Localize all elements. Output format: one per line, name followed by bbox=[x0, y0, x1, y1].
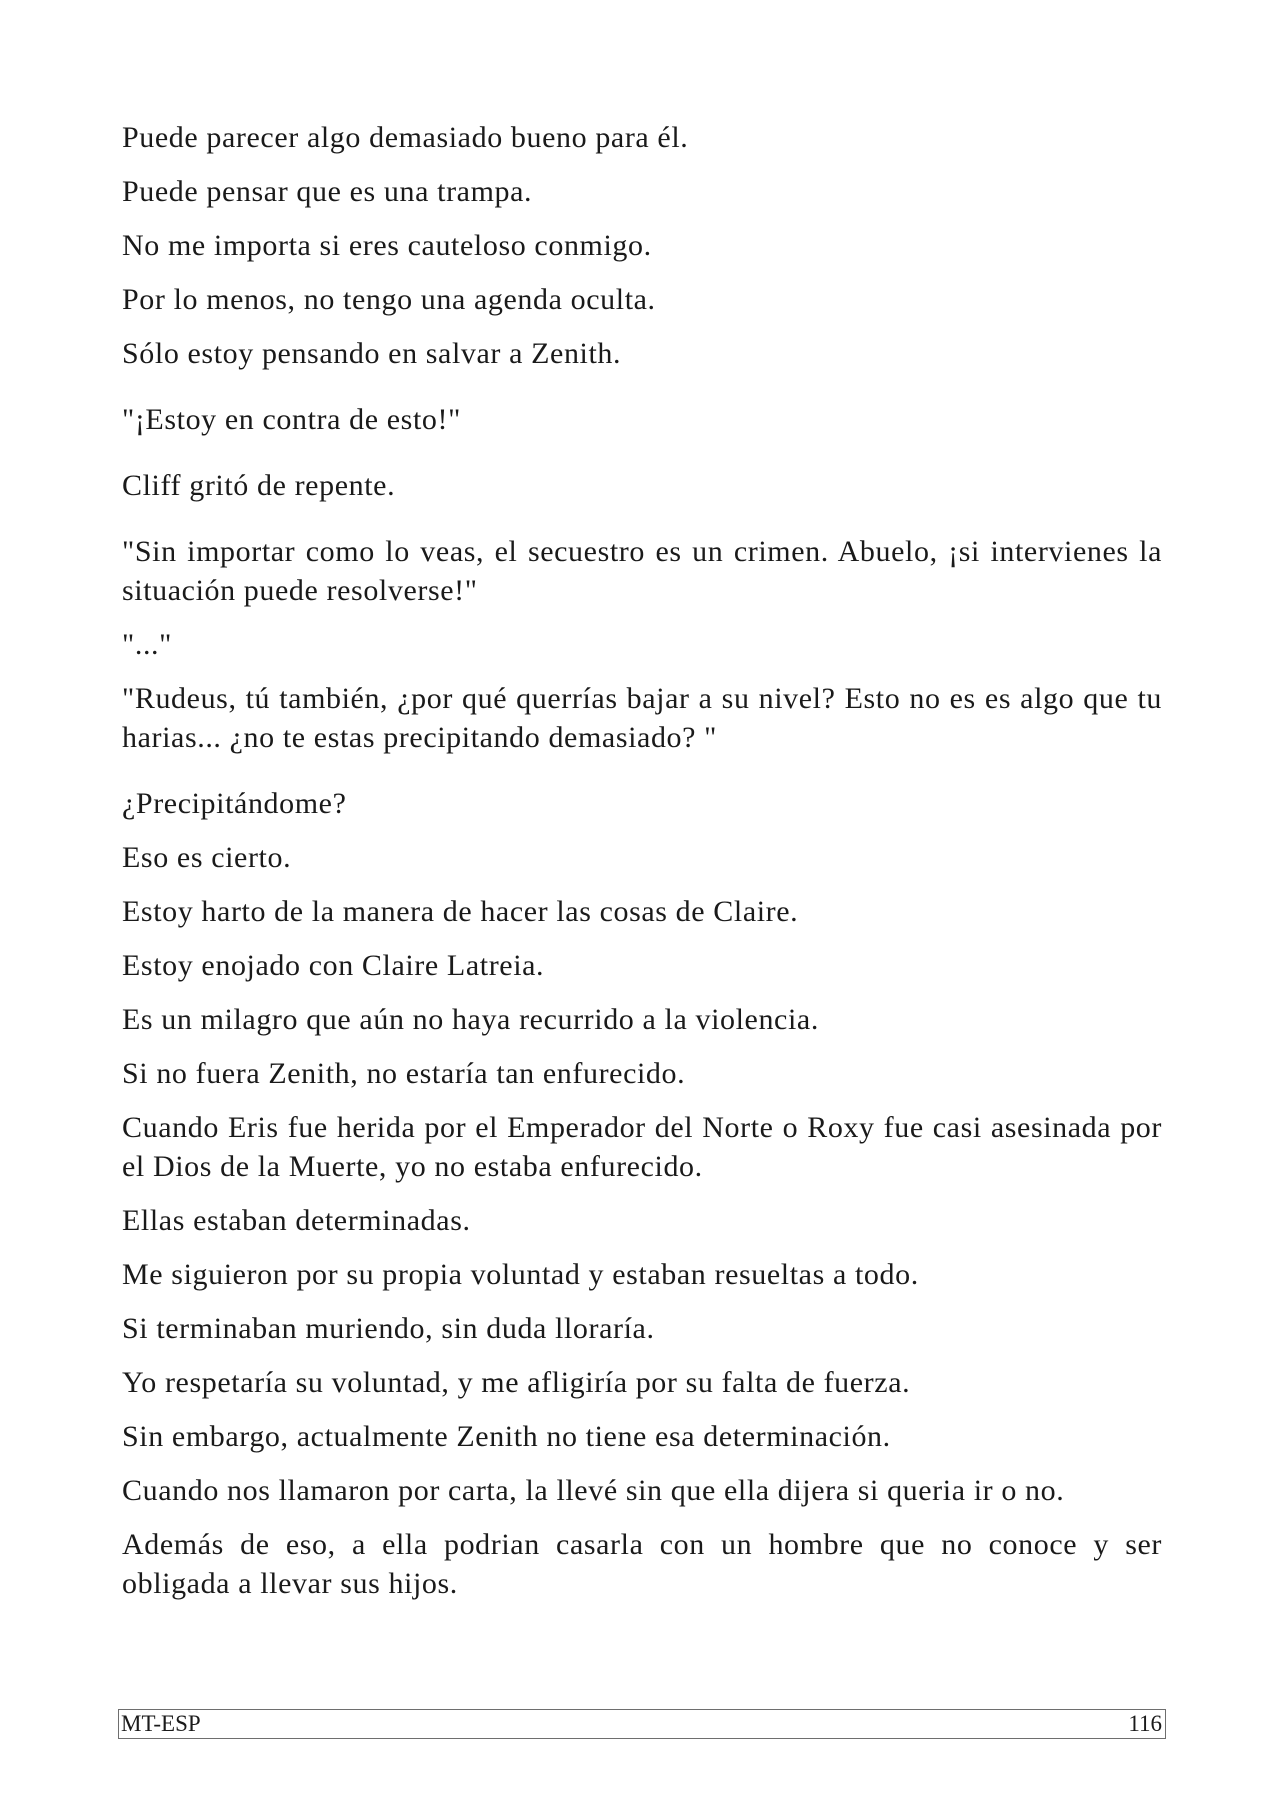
paragraph: Yo respetaría su voluntad, y me afligiría por su falta de fuerza. bbox=[122, 1366, 911, 1399]
paragraph: Eso es cierto. bbox=[122, 841, 292, 874]
paragraph: ¿Precipitándome? bbox=[122, 787, 347, 820]
body-text bbox=[122, 118, 1162, 1603]
paragraph: Es un milagro que aún no haya recurrido a la violencia. bbox=[122, 1003, 819, 1036]
paragraph: Por lo menos, no tengo una agenda oculta. bbox=[122, 283, 656, 316]
page-number: 116 bbox=[1128, 1711, 1162, 1736]
paragraph: Cliff gritó de repente. bbox=[122, 469, 396, 502]
paragraph: Estoy enojado con Claire Latreia. bbox=[122, 949, 545, 982]
paragraph: "Rudeus, tú también, ¿por qué querrías bajar a su nivel? Esto no es es algo que tu harias... ¿no te estas precipitando demasiado? " bbox=[122, 682, 1162, 754]
paragraph: "..." bbox=[122, 628, 172, 661]
paragraph: Puede parecer algo demasiado bueno para él. bbox=[122, 121, 689, 154]
paragraph: Ellas estaban determinadas. bbox=[122, 1204, 471, 1237]
paragraph: Si no fuera Zenith, no estaría tan enfurecido. bbox=[122, 1057, 686, 1090]
paragraph: Estoy harto de la manera de hacer las cosas de Claire. bbox=[122, 895, 799, 928]
paragraph: No me importa si eres cauteloso conmigo. bbox=[122, 229, 652, 262]
paragraph: Además de eso, a ella podrian casarla con un hombre que no conoce y ser obligada a llevar sus hijos. bbox=[122, 1528, 1162, 1600]
page-footer bbox=[118, 1709, 1166, 1739]
paragraph: "Sin importar como lo veas, el secuestro es un crimen. Abuelo, ¡si intervienes la situación puede resolverse!" bbox=[122, 535, 1162, 607]
paragraph: Puede pensar que es una trampa. bbox=[122, 175, 533, 208]
paragraph: Sólo estoy pensando en salvar a Zenith. bbox=[122, 337, 622, 370]
paragraph: Si terminaban muriendo, sin duda lloraría. bbox=[122, 1312, 655, 1345]
paragraph: Me siguieron por su propia voluntad y estaban resueltas a todo. bbox=[122, 1258, 919, 1291]
paragraph: Cuando nos llamaron por carta, la llevé sin que ella dijera si queria ir o no. bbox=[122, 1474, 1065, 1507]
paragraph: "¡Estoy en contra de esto!" bbox=[122, 403, 461, 436]
footer-label: MT-ESP bbox=[121, 1711, 201, 1736]
paragraph: Sin embargo, actualmente Zenith no tiene esa determinación. bbox=[122, 1420, 891, 1453]
paragraph: Cuando Eris fue herida por el Emperador del Norte o Roxy fue casi asesinada por el Dios de la Muerte, yo no estaba enfurecido. bbox=[122, 1111, 1162, 1183]
